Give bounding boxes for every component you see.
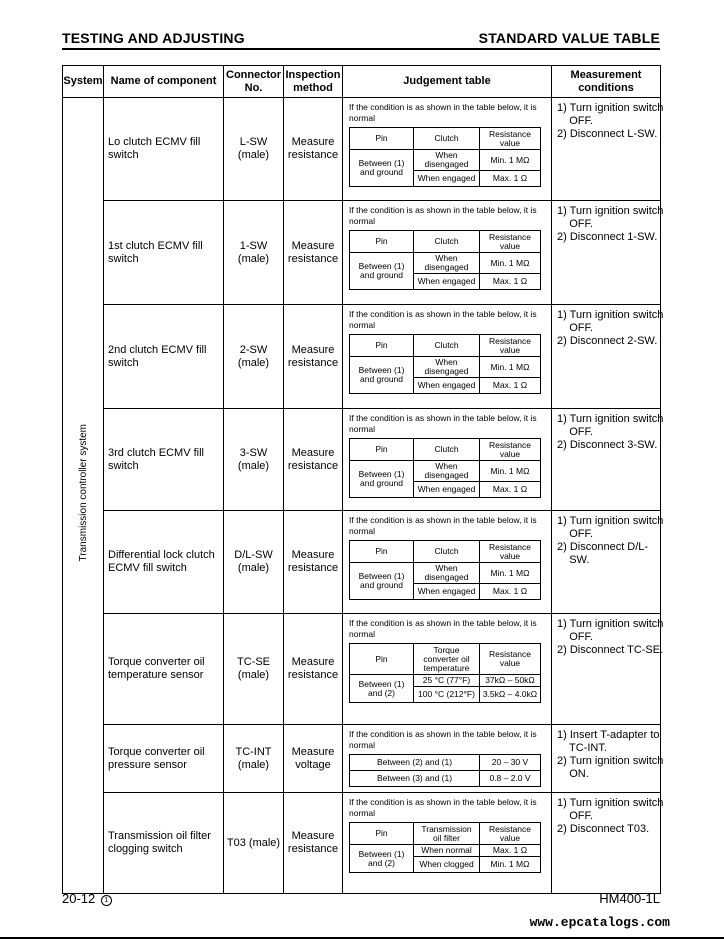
jt-header: Pin xyxy=(350,335,414,357)
judgement-header-row xyxy=(350,541,541,563)
measurement-conditions xyxy=(552,725,664,793)
measurement-line: 2) Disconnect 1-SW. xyxy=(557,231,658,243)
judgement-condition: If the condition is as shown in the table below, it is normal xyxy=(349,102,537,123)
measurement-line: 2) Disconnect 2-SW. xyxy=(557,335,658,347)
component-name: 2nd clutch ECMV fill switch xyxy=(104,305,224,409)
component-name: Torque converter oil pressure sensor xyxy=(104,725,224,793)
jt-value: Min. 1 MΩ xyxy=(480,461,541,482)
col-header-conditions: Measurement conditions xyxy=(552,66,661,98)
measurement-line: 1) Turn ignition switch xyxy=(557,102,664,114)
measurement-line: SW. xyxy=(557,554,590,566)
judgement-table xyxy=(349,127,541,187)
col-header-judgement: Judgement table xyxy=(343,66,552,98)
jt-cell: 100 °C (212°F) xyxy=(414,687,480,703)
jt-value: Min. 1 MΩ xyxy=(480,357,541,378)
measurement-conditions xyxy=(552,793,664,894)
judgement-header-row xyxy=(350,128,541,150)
table-row xyxy=(63,98,661,201)
table-row xyxy=(63,409,661,511)
jt-cell: When disengaged xyxy=(414,563,480,584)
judgement-header-row xyxy=(350,823,541,845)
measurement-line: 2) Disconnect TC-SE. xyxy=(557,644,664,656)
table-row xyxy=(63,725,661,793)
inspection-method: Measure resistance xyxy=(284,409,343,511)
component-name: 1st clutch ECMV fill switch xyxy=(104,201,224,305)
measurement-line: ON. xyxy=(557,768,589,780)
judgement-table xyxy=(349,230,541,290)
inspection-method: Measure resistance xyxy=(284,201,343,305)
jt-header: Pin xyxy=(350,644,414,675)
jt-header: Clutch xyxy=(414,439,480,461)
measurement-conditions xyxy=(552,98,664,201)
judgement-row xyxy=(350,771,541,787)
jt-cell: When disengaged xyxy=(414,150,480,171)
measurement-line: 1) Turn ignition switch xyxy=(557,618,664,630)
measurement-line: OFF. xyxy=(557,115,594,127)
jt-value: 37kΩ – 50kΩ xyxy=(480,675,541,687)
judgement-cell xyxy=(343,305,552,409)
judgement-row xyxy=(350,755,541,771)
jt-pin: Between (1) and (2) xyxy=(350,675,414,703)
jt-pin: Between (1) and (2) xyxy=(350,845,414,873)
col-header-connector: Connector No. xyxy=(224,66,284,98)
measurement-line: 2) Turn ignition switch xyxy=(557,755,664,767)
col-header-method: Inspection method xyxy=(284,66,343,98)
judgement-cell xyxy=(343,614,552,725)
judgement-header-row xyxy=(350,644,541,675)
jt-cell: When disengaged xyxy=(414,461,480,482)
jt-value: 3.5kΩ – 4.0kΩ xyxy=(480,687,541,703)
judgement-cell xyxy=(343,201,552,305)
judgement-cell xyxy=(343,98,552,201)
judgement-row xyxy=(350,150,541,171)
judgement-cell xyxy=(343,511,552,614)
judgement-condition: If the condition is as shown in the table below, it is normal xyxy=(349,413,537,434)
jt-cell: When disengaged xyxy=(414,357,480,378)
judgement-header-row xyxy=(350,439,541,461)
jt-value: 20 – 30 V xyxy=(480,755,541,771)
measurement-conditions xyxy=(552,409,664,511)
connector-no: TC-INT (male) xyxy=(224,725,284,793)
judgement-row xyxy=(350,675,541,687)
page-number: 20-12 1 xyxy=(62,891,112,906)
inspection-method: Measure resistance xyxy=(284,305,343,409)
jt-value: Min. 1 MΩ xyxy=(480,857,541,873)
measurement-line: OFF. xyxy=(557,322,594,334)
jt-header: Pin xyxy=(350,823,414,845)
system-cell xyxy=(63,98,104,894)
measurement-conditions xyxy=(552,614,664,725)
jt-header: Resistance value xyxy=(480,335,541,357)
judgement-table xyxy=(349,540,541,600)
measurement-line: 2) Disconnect L-SW. xyxy=(557,128,658,140)
judgement-row xyxy=(350,563,541,584)
jt-header: Pin xyxy=(350,541,414,563)
col-header-system: System xyxy=(63,66,104,98)
judgement-cell xyxy=(343,793,552,894)
judgement-table xyxy=(349,643,541,703)
judgement-condition: If the condition is as shown in the table below, it is normal xyxy=(349,729,537,750)
jt-cell: 25 °C (77°F) xyxy=(414,675,480,687)
measurement-conditions xyxy=(552,305,664,409)
component-name: Transmission oil filter clogging switch xyxy=(104,793,224,894)
judgement-condition: If the condition is as shown in the table below, it is normal xyxy=(349,618,537,639)
table-row xyxy=(63,201,661,305)
connector-no: TC-SE (male) xyxy=(224,614,284,725)
jt-value: Max. 1 Ω xyxy=(480,584,541,600)
jt-header: Pin xyxy=(350,128,414,150)
jt-cell: When normal xyxy=(414,845,480,857)
measurement-line: 2) Disconnect 3-SW. xyxy=(557,439,658,451)
jt-header: Resistance value xyxy=(480,231,541,253)
watermark-url: www.epcatalogs.com xyxy=(529,915,670,930)
table-row xyxy=(63,614,661,725)
judgement-header-row xyxy=(350,335,541,357)
model-name: HM400-1L xyxy=(599,891,660,906)
jt-pin: Between (1) and ground xyxy=(350,150,414,187)
jt-value: Min. 1 MΩ xyxy=(480,563,541,584)
standard-value-table xyxy=(62,65,664,894)
jt-value: Min. 1 MΩ xyxy=(480,150,541,171)
connector-no: 1-SW (male) xyxy=(224,201,284,305)
inspection-method: Measure resistance xyxy=(284,511,343,614)
jt-value: Min. 1 MΩ xyxy=(480,253,541,274)
connector-no: D/L-SW (male) xyxy=(224,511,284,614)
jt-header: Resistance value xyxy=(480,439,541,461)
jt-cell: When engaged xyxy=(414,274,480,290)
jt-pin: Between (1) and ground xyxy=(350,253,414,290)
revision-mark: 1 xyxy=(101,895,112,906)
measurement-conditions xyxy=(552,511,664,614)
jt-pin: Between (2) and (1) xyxy=(350,755,480,771)
measurement-line: OFF. xyxy=(557,810,594,822)
measurement-line: OFF. xyxy=(557,631,594,643)
jt-cell: When engaged xyxy=(414,584,480,600)
measurement-line: 1) Turn ignition switch xyxy=(557,515,664,527)
section-title: TESTING AND ADJUSTING xyxy=(62,30,245,46)
measurement-line: 1) Turn ignition switch xyxy=(557,797,664,809)
jt-value: Max. 1 Ω xyxy=(480,171,541,187)
jt-value: Max. 1 Ω xyxy=(480,378,541,394)
jt-value: Max. 1 Ω xyxy=(480,845,541,857)
judgement-row xyxy=(350,253,541,274)
jt-header: Torque converter oil temperature xyxy=(414,644,480,675)
component-name: Differential lock clutch ECMV fill switch xyxy=(104,511,224,614)
header-rule xyxy=(62,48,660,50)
measurement-line: 2) Disconnect D/L- xyxy=(557,541,649,553)
col-header-component: Name of component xyxy=(104,66,224,98)
jt-header: Resistance value xyxy=(480,541,541,563)
connector-no: T03 (male) xyxy=(224,793,284,894)
component-name: 3rd clutch ECMV fill switch xyxy=(104,409,224,511)
judgement-condition: If the condition is as shown in the table below, it is normal xyxy=(349,205,537,226)
judgement-condition: If the condition is as shown in the table below, it is normal xyxy=(349,797,537,818)
measurement-line: 1) Turn ignition switch xyxy=(557,205,664,217)
judgement-header-row xyxy=(350,231,541,253)
measurement-line: OFF. xyxy=(557,426,594,438)
jt-cell: When disengaged xyxy=(414,253,480,274)
jt-header: Resistance value xyxy=(480,823,541,845)
jt-header: Transmission oil filter xyxy=(414,823,480,845)
judgement-cell xyxy=(343,725,552,793)
jt-value: Max. 1 Ω xyxy=(480,274,541,290)
table-title: STANDARD VALUE TABLE xyxy=(478,30,660,46)
judgement-table xyxy=(349,754,541,787)
jt-cell: When engaged xyxy=(414,378,480,394)
measurement-line: OFF. xyxy=(557,528,594,540)
connector-no: 3-SW (male) xyxy=(224,409,284,511)
inspection-method: Measure resistance xyxy=(284,614,343,725)
jt-pin: Between (3) and (1) xyxy=(350,771,480,787)
jt-header: Clutch xyxy=(414,231,480,253)
judgement-condition: If the condition is as shown in the table below, it is normal xyxy=(349,309,537,330)
judgement-row xyxy=(350,461,541,482)
measurement-line: 1) Turn ignition switch xyxy=(557,413,664,425)
jt-pin: Between (1) and ground xyxy=(350,563,414,600)
jt-pin: Between (1) and ground xyxy=(350,461,414,498)
table-header-row xyxy=(63,66,661,98)
component-name: Lo clutch ECMV fill switch xyxy=(104,98,224,201)
jt-header: Resistance value xyxy=(480,644,541,675)
inspection-method: Measure resistance xyxy=(284,98,343,201)
measurement-line: TC-INT. xyxy=(557,742,607,754)
jt-header: Clutch xyxy=(414,541,480,563)
inspection-method: Measure voltage xyxy=(284,725,343,793)
inspection-method: Measure resistance xyxy=(284,793,343,894)
jt-header: Clutch xyxy=(414,128,480,150)
connector-no: L-SW (male) xyxy=(224,98,284,201)
component-name: Torque converter oil temperature sensor xyxy=(104,614,224,725)
table-row xyxy=(63,305,661,409)
jt-cell: When engaged xyxy=(414,482,480,498)
judgement-row xyxy=(350,845,541,857)
judgement-cell xyxy=(343,409,552,511)
measurement-line: 1) Insert T-adapter to xyxy=(557,729,660,741)
judgement-condition: If the condition is as shown in the table below, it is normal xyxy=(349,515,537,536)
judgement-table xyxy=(349,822,541,873)
judgement-table xyxy=(349,334,541,394)
connector-no: 2-SW (male) xyxy=(224,305,284,409)
jt-header: Pin xyxy=(350,439,414,461)
jt-cell: When engaged xyxy=(414,171,480,187)
judgement-table xyxy=(349,438,541,498)
system-label: Transmission controller system xyxy=(77,424,89,562)
measurement-line: 2) Disconnect T03. xyxy=(557,823,650,835)
judgement-row xyxy=(350,357,541,378)
jt-cell: When clogged xyxy=(414,857,480,873)
jt-header: Clutch xyxy=(414,335,480,357)
measurement-conditions xyxy=(552,201,664,305)
jt-value: Max. 1 Ω xyxy=(480,482,541,498)
jt-pin: Between (1) and ground xyxy=(350,357,414,394)
jt-header: Pin xyxy=(350,231,414,253)
jt-header: Resistance value xyxy=(480,128,541,150)
table-row xyxy=(63,511,661,614)
measurement-line: OFF. xyxy=(557,218,594,230)
jt-value: 0.8 – 2.0 V xyxy=(480,771,541,787)
measurement-line: 1) Turn ignition switch xyxy=(557,309,664,321)
table-row xyxy=(63,793,661,894)
